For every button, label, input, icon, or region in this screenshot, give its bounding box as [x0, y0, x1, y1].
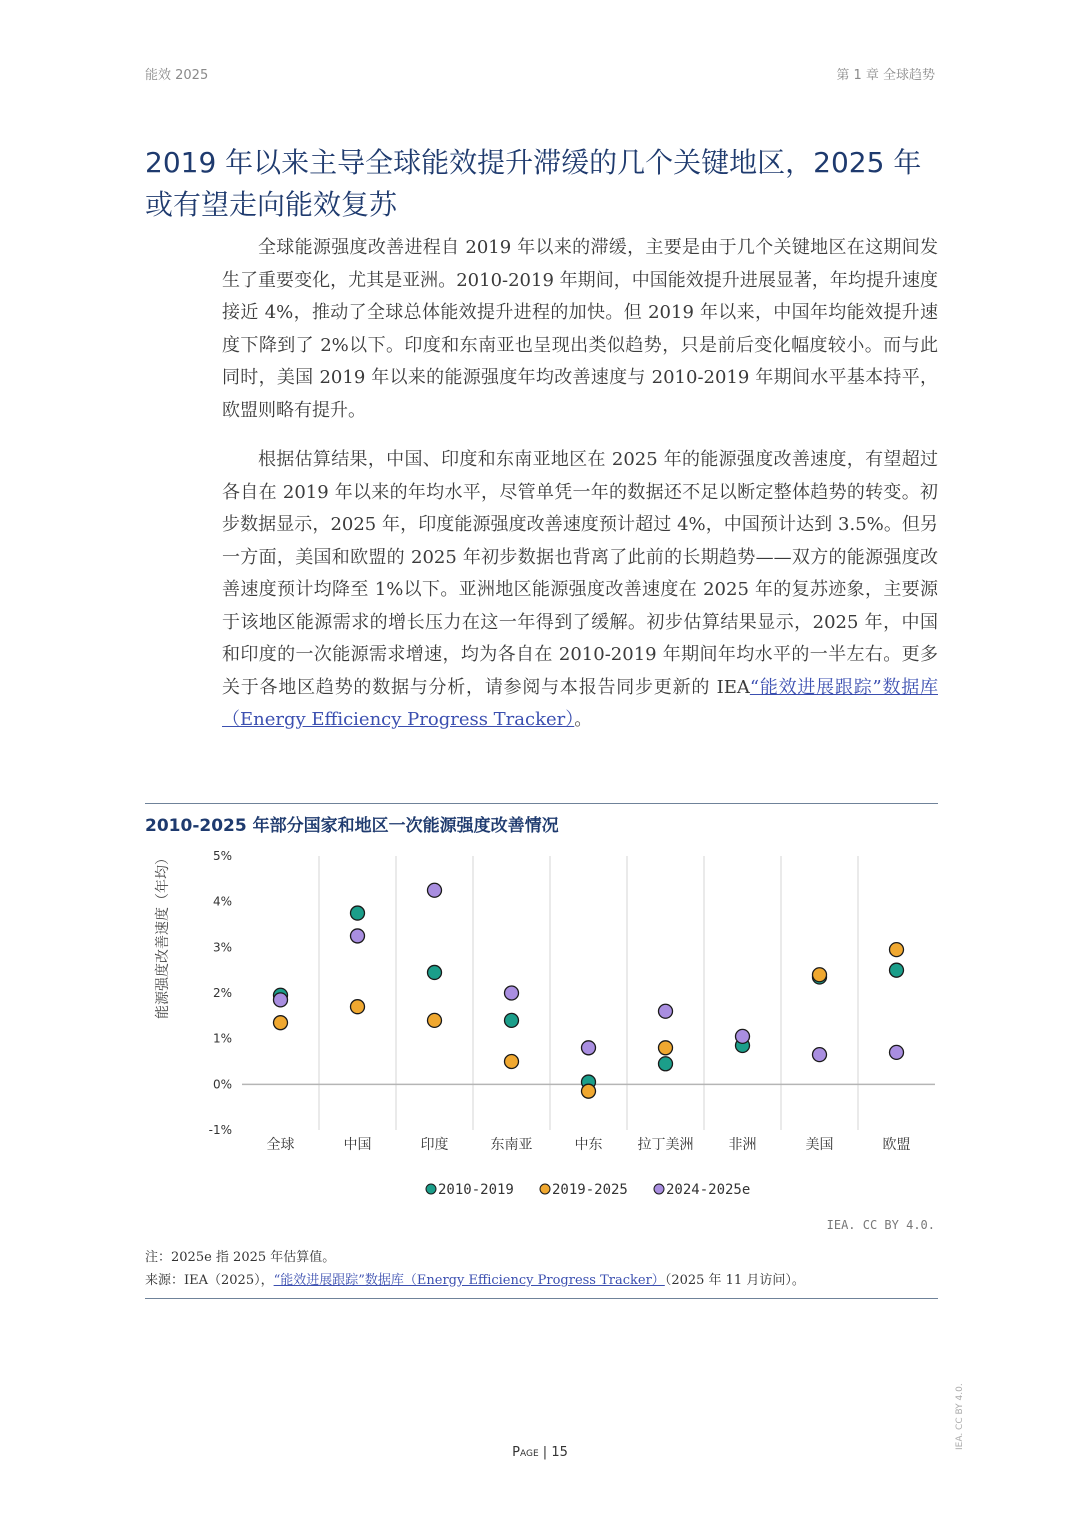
legend-marker	[654, 1184, 664, 1194]
data-point	[890, 943, 904, 957]
data-point	[813, 1048, 827, 1062]
x-category-label: 全球	[266, 1137, 295, 1153]
legend-item	[426, 1182, 514, 1198]
x-category-label: 拉丁美洲	[637, 1137, 694, 1153]
data-point	[813, 968, 827, 982]
data-point	[582, 1084, 596, 1098]
data-point	[659, 1041, 673, 1055]
y-tick-label: -1%	[208, 1123, 232, 1137]
data-point	[428, 965, 442, 979]
x-category-label: 东南亚	[490, 1137, 533, 1153]
y-axis-ticks	[209, 849, 232, 1137]
legend-label: 2019-2025	[552, 1182, 628, 1198]
data-point	[351, 1000, 365, 1014]
figure-credit: IEA. CC BY 4.0.	[826, 1218, 935, 1232]
data-point	[351, 929, 365, 943]
data-point	[890, 963, 904, 977]
x-category-label: 欧盟	[882, 1137, 911, 1153]
data-point	[659, 1004, 673, 1018]
figure-source	[145, 1269, 805, 1288]
legend-label: 2010-2019	[438, 1182, 514, 1198]
data-point	[659, 1057, 673, 1071]
data-point	[890, 1045, 904, 1059]
report-title: 能效 2025	[145, 68, 209, 83]
x-category-label: 印度	[420, 1137, 449, 1153]
source-prefix: 来源：IEA（2025），	[145, 1273, 274, 1288]
page-label: Page	[512, 1445, 539, 1460]
figure-bottom-rule	[145, 1298, 938, 1299]
side-watermark: IEA. CC BY 4.0.	[955, 1383, 965, 1450]
tracker-link[interactable]: “能效进展跟踪”数据库（Energy Efficiency Progress Tracker）	[222, 676, 938, 730]
figure-note: 注：2025e 指 2025 年估算值。	[145, 1250, 336, 1265]
data-point	[274, 993, 288, 1007]
y-tick-label: 1%	[212, 1031, 232, 1046]
data-point	[736, 1029, 750, 1043]
source-link[interactable]: “能效进展跟踪”数据库（Energy Efficiency Progress Tracker）	[273, 1273, 665, 1288]
page-footer	[0, 1445, 1080, 1460]
y-tick-label: 0%	[212, 1077, 232, 1092]
legend	[426, 1182, 750, 1198]
x-category-label: 中东	[574, 1137, 603, 1153]
data-point	[274, 1016, 288, 1030]
x-category-label: 非洲	[728, 1137, 757, 1153]
page-number: 15	[551, 1445, 568, 1460]
body-paragraph-2-text: 根据估算结果，中国、印度和东南亚地区在 2025 年的能源强度改善速度，有望超过各自在 2019 年以来的年均水平，尽管单凭一年的数据还不足以断定整体趋势的转变。初步数据显示，2025 年，印度能源强度改善速度预计超过 4%，中国预计达到 3.5%。但另一方面，美国和欧盟的 2025 年初步数据也背离了此前的长期趋势——双方的能源强度改善速度预计均降至 1%以下。亚洲地区能源强度改善速度在 2025 年的复苏迹象，主要源于该地区能源需求的增长压力在这一年得到了缓解。初步估算结果显示，2025 年，中国和印度的一次能源需求增速，均为各自在 2010-2019 年期间年均水平的一半左右。更多关于各地区趋势的数据与分析，请参阅与本报告同步更新的 IEA	[222, 449, 938, 698]
x-category-label: 美国	[805, 1137, 834, 1153]
body-paragraph-1: 全球能源强度改善进程自 2019 年以来的滞缓，主要是由于几个关键地区在这期间发生了重要变化，尤其是亚洲。2010-2019 年期间，中国能效提升进展显著，年均提升速度接近 4%，推动了全球总体能效提升进程的加快。但 2019 年以来，中国年均能效提升速度下降到了 2%以下。印度和东南亚也呈现出类似趋势，只是前后变化幅度较小。而与此同时，美国 2019 年以来的能源强度年均改善速度与 2010-2019 年期间水平基本持平，欧盟则略有提升。	[222, 237, 938, 421]
data-point	[505, 986, 519, 1000]
data-point	[505, 1013, 519, 1027]
x-category-label: 中国	[343, 1137, 372, 1153]
legend-item	[540, 1182, 628, 1198]
body-paragraph-2-end: 。	[574, 709, 593, 730]
y-tick-label: 4%	[212, 894, 232, 909]
data-point	[582, 1041, 596, 1055]
y-axis-label: 能源强度改善速度（年均）	[155, 851, 171, 1019]
body-paragraph-2	[222, 444, 938, 737]
x-axis-categories	[267, 1136, 911, 1153]
data-points	[274, 883, 904, 1098]
y-tick-label: 5%	[212, 849, 232, 863]
data-point	[428, 883, 442, 897]
source-suffix: （2025 年 11 月访问）。	[664, 1273, 805, 1288]
legend-marker	[540, 1184, 550, 1194]
legend-marker	[426, 1184, 436, 1194]
data-point	[351, 906, 365, 920]
figure-top-rule	[145, 803, 938, 804]
y-tick-label: 2%	[212, 986, 232, 1000]
data-point	[505, 1055, 519, 1069]
legend-label: 2024-2025e	[666, 1182, 751, 1198]
legend-item	[654, 1182, 750, 1198]
chapter-title: 第 1 章 全球趋势	[836, 68, 935, 83]
page-separator: |	[542, 1445, 548, 1460]
section-title: 2019 年以来主导全球能效提升滞缓的几个关键地区，2025 年或有望走向能效复苏	[145, 146, 922, 221]
y-tick-label: 3%	[212, 940, 232, 955]
data-point	[428, 1013, 442, 1027]
chart	[145, 842, 938, 1212]
chart-title: 2010-2025 年部分国家和地区一次能源强度改善情况	[145, 816, 559, 836]
